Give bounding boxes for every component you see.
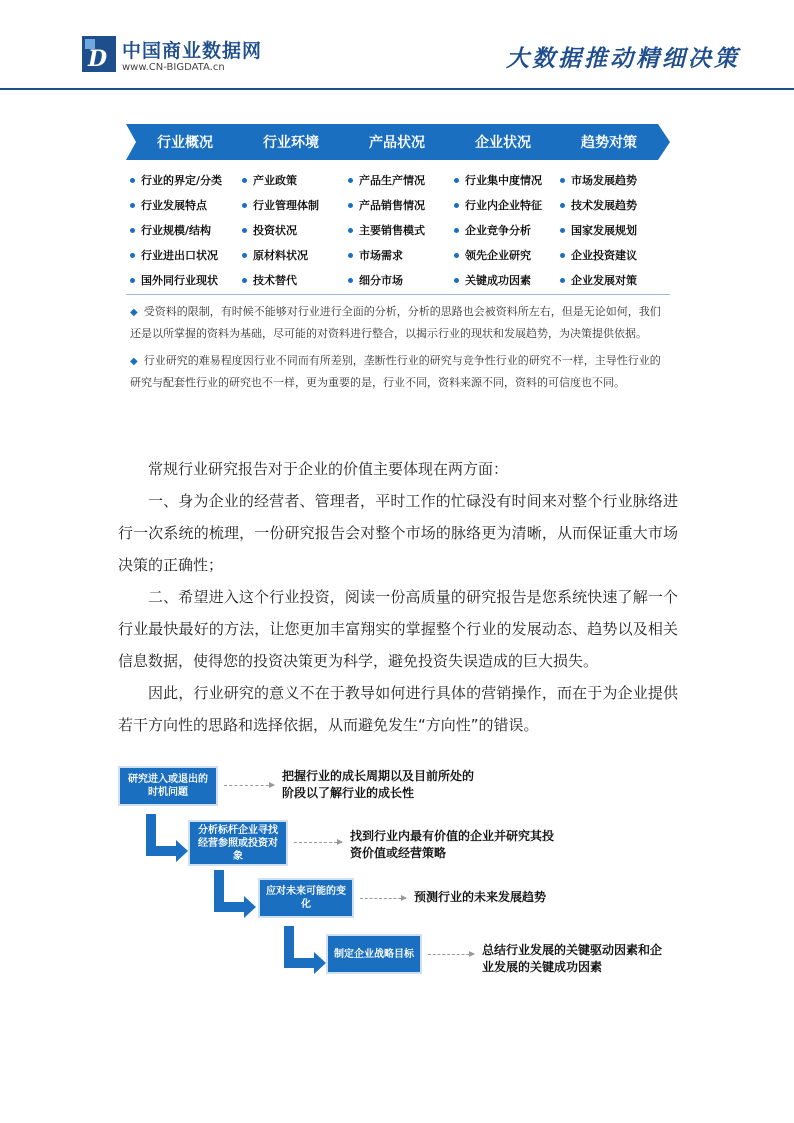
category-label: 企业状况 <box>475 135 531 151</box>
bullet-icon <box>130 203 135 208</box>
list-item: 行业集中度情况 <box>454 172 542 188</box>
list-item: 企业投资建议 <box>560 247 637 263</box>
bullet-icon <box>348 278 353 283</box>
bullet-icon <box>130 178 135 183</box>
flow-step-box: 制定企业战略目标 <box>326 934 422 974</box>
bullet-icon <box>560 278 565 283</box>
list-item: 技术替代 <box>242 272 297 288</box>
paragraph: 因此，行业研究的意义不在于教导如何进行具体的营销操作，而在于为企业提供若干方向性的思路和选择依据，从而避免发生“方向性”的错误。 <box>118 684 678 734</box>
list-item: 行业管理体制 <box>242 197 319 213</box>
logo-url: www.CN-BIGDATA.cn <box>122 62 225 73</box>
list-item: 领先企业研究 <box>454 247 531 263</box>
list-item: 国家发展规划 <box>560 222 637 238</box>
bullet-icon <box>348 203 353 208</box>
list-item: 企业竞争分析 <box>454 222 531 238</box>
category-label: 产品状况 <box>369 135 425 151</box>
category-chevron <box>126 124 244 160</box>
dashed-arrow <box>224 785 274 786</box>
bullet-icon <box>130 253 135 258</box>
list-item: 行业进出口状况 <box>130 247 218 263</box>
list-item: 产业政策 <box>242 172 297 188</box>
flow-step-desc: 总结行业发展的关键驱动因素和企业发展的关键成功因素 <box>482 943 663 974</box>
bullet-icon <box>560 228 565 233</box>
list-item: 主要销售模式 <box>348 222 425 238</box>
bullet-icon <box>348 178 353 183</box>
dashed-arrow <box>428 954 474 955</box>
flow-step-desc: 找到行业内最有价值的企业并研究其投资价值或经营策略 <box>350 829 555 860</box>
paragraph: 二、希望进入这个行业投资，阅读一份高质量的研究报告是您系统快速了解一个行业最快最好的方法，让您更加丰富翔实的掌握整个行业的发展动态、趋势以及相关信息数据，使得您的投资决策更为科学，避免投资失误造成的巨大损失。 <box>118 588 678 670</box>
svg-text:D: D <box>88 46 108 72</box>
list-item: 行业内企业特征 <box>454 197 542 213</box>
bullet-icon <box>130 228 135 233</box>
dashed-arrow <box>360 898 406 899</box>
bullet-icon <box>348 228 353 233</box>
flow-step-desc: 预测行业的未来发展趋势 <box>414 890 547 904</box>
bullet-icon <box>560 253 565 258</box>
bullet-icon <box>242 253 247 258</box>
list-item: 产品生产情况 <box>348 172 425 188</box>
note-item: ◆ 受资料的限制，有时候不能够对行业进行全面的分析，分析的思路也会被资料所左右，但是无论如何，我们还是以所掌握的资料为基础，尽可能的对资料进行整合，以揭示行业的现状和发展趋势，为决策提供依据。 <box>130 305 661 340</box>
list-item: 国外同行业现状 <box>130 272 218 288</box>
bullet-icon <box>454 228 459 233</box>
list-item: 企业发展对策 <box>560 272 637 288</box>
bullet-icon <box>242 203 247 208</box>
category-label: 行业概况 <box>157 135 213 151</box>
flow-step-desc: 把握行业的成长周期以及目前所处的阶段以了解行业的成长性 <box>282 769 475 800</box>
list-item: 关键成功因素 <box>454 272 531 288</box>
flow-step-box: 应对未来可能的变化 <box>258 878 354 918</box>
note-item: ◆ 行业研究的难易程度因行业不同而有所差别，垄断性行业的研究与竞争性行业的研究不一样，主导性行业的研究与配套性行业的研究也不一样，更为重要的是，行业不同，资料来源不同，资料的可信度也不同。 <box>130 354 661 389</box>
bullet-icon <box>242 178 247 183</box>
category-chevron <box>232 124 350 160</box>
list-item: 行业的界定/分类 <box>130 172 222 188</box>
bullet-icon <box>242 228 247 233</box>
list-item: 市场发展趋势 <box>560 172 637 188</box>
category-label: 趋势对策 <box>581 135 637 151</box>
body-text <box>118 453 678 741</box>
bullet-icon <box>348 253 353 258</box>
diamond-icon: ◆ <box>130 356 138 367</box>
flow-diagram <box>118 762 678 982</box>
bullet-icon <box>454 278 459 283</box>
grid-divider <box>126 294 670 295</box>
list-item: 行业发展特点 <box>130 197 207 213</box>
flow-step-box: 分析标杆企业寻找经营参照或投资对象 <box>188 820 288 866</box>
flow-step-box: 研究进入或退出的时机问题 <box>118 766 218 806</box>
header-slogan: 大数据推动精细决策 <box>506 45 740 72</box>
paragraph: 一、身为企业的经营者、管理者，平时工作的忙碌没有时间来对整个行业脉络进行一次系统的梳理，一份研究报告会对整个市场的脉络更为清晰，从而保证重大市场决策的正确性； <box>118 492 678 574</box>
paragraph: 常规行业研究报告对于企业的价值主要体现在两方面： <box>148 460 509 478</box>
bullet-icon <box>454 178 459 183</box>
notes <box>130 301 670 399</box>
list-item: 投资状况 <box>242 222 297 238</box>
header-divider <box>0 88 794 90</box>
category-chevron <box>444 124 562 160</box>
logo-icon <box>82 36 116 72</box>
list-item: 行业规模/结构 <box>130 222 211 238</box>
category-chevron <box>550 124 668 160</box>
bullet-icon <box>454 253 459 258</box>
list-item: 细分市场 <box>348 272 403 288</box>
list-item: 产品销售情况 <box>348 197 425 213</box>
bullet-icon <box>560 178 565 183</box>
bullet-icon <box>130 278 135 283</box>
page-header <box>0 0 794 90</box>
category-chevron <box>338 124 456 160</box>
dashed-arrow <box>294 842 342 843</box>
bullet-icon <box>454 203 459 208</box>
category-label: 行业环境 <box>263 135 319 151</box>
logo-title: 中国商业数据网 <box>122 40 263 62</box>
list-item: 市场需求 <box>348 247 403 263</box>
category-chevrons <box>126 124 666 160</box>
bullet-icon <box>242 278 247 283</box>
list-item: 技术发展趋势 <box>560 197 637 213</box>
diamond-icon: ◆ <box>130 307 138 318</box>
bullet-icon <box>560 203 565 208</box>
list-item: 原材料状况 <box>242 247 308 263</box>
